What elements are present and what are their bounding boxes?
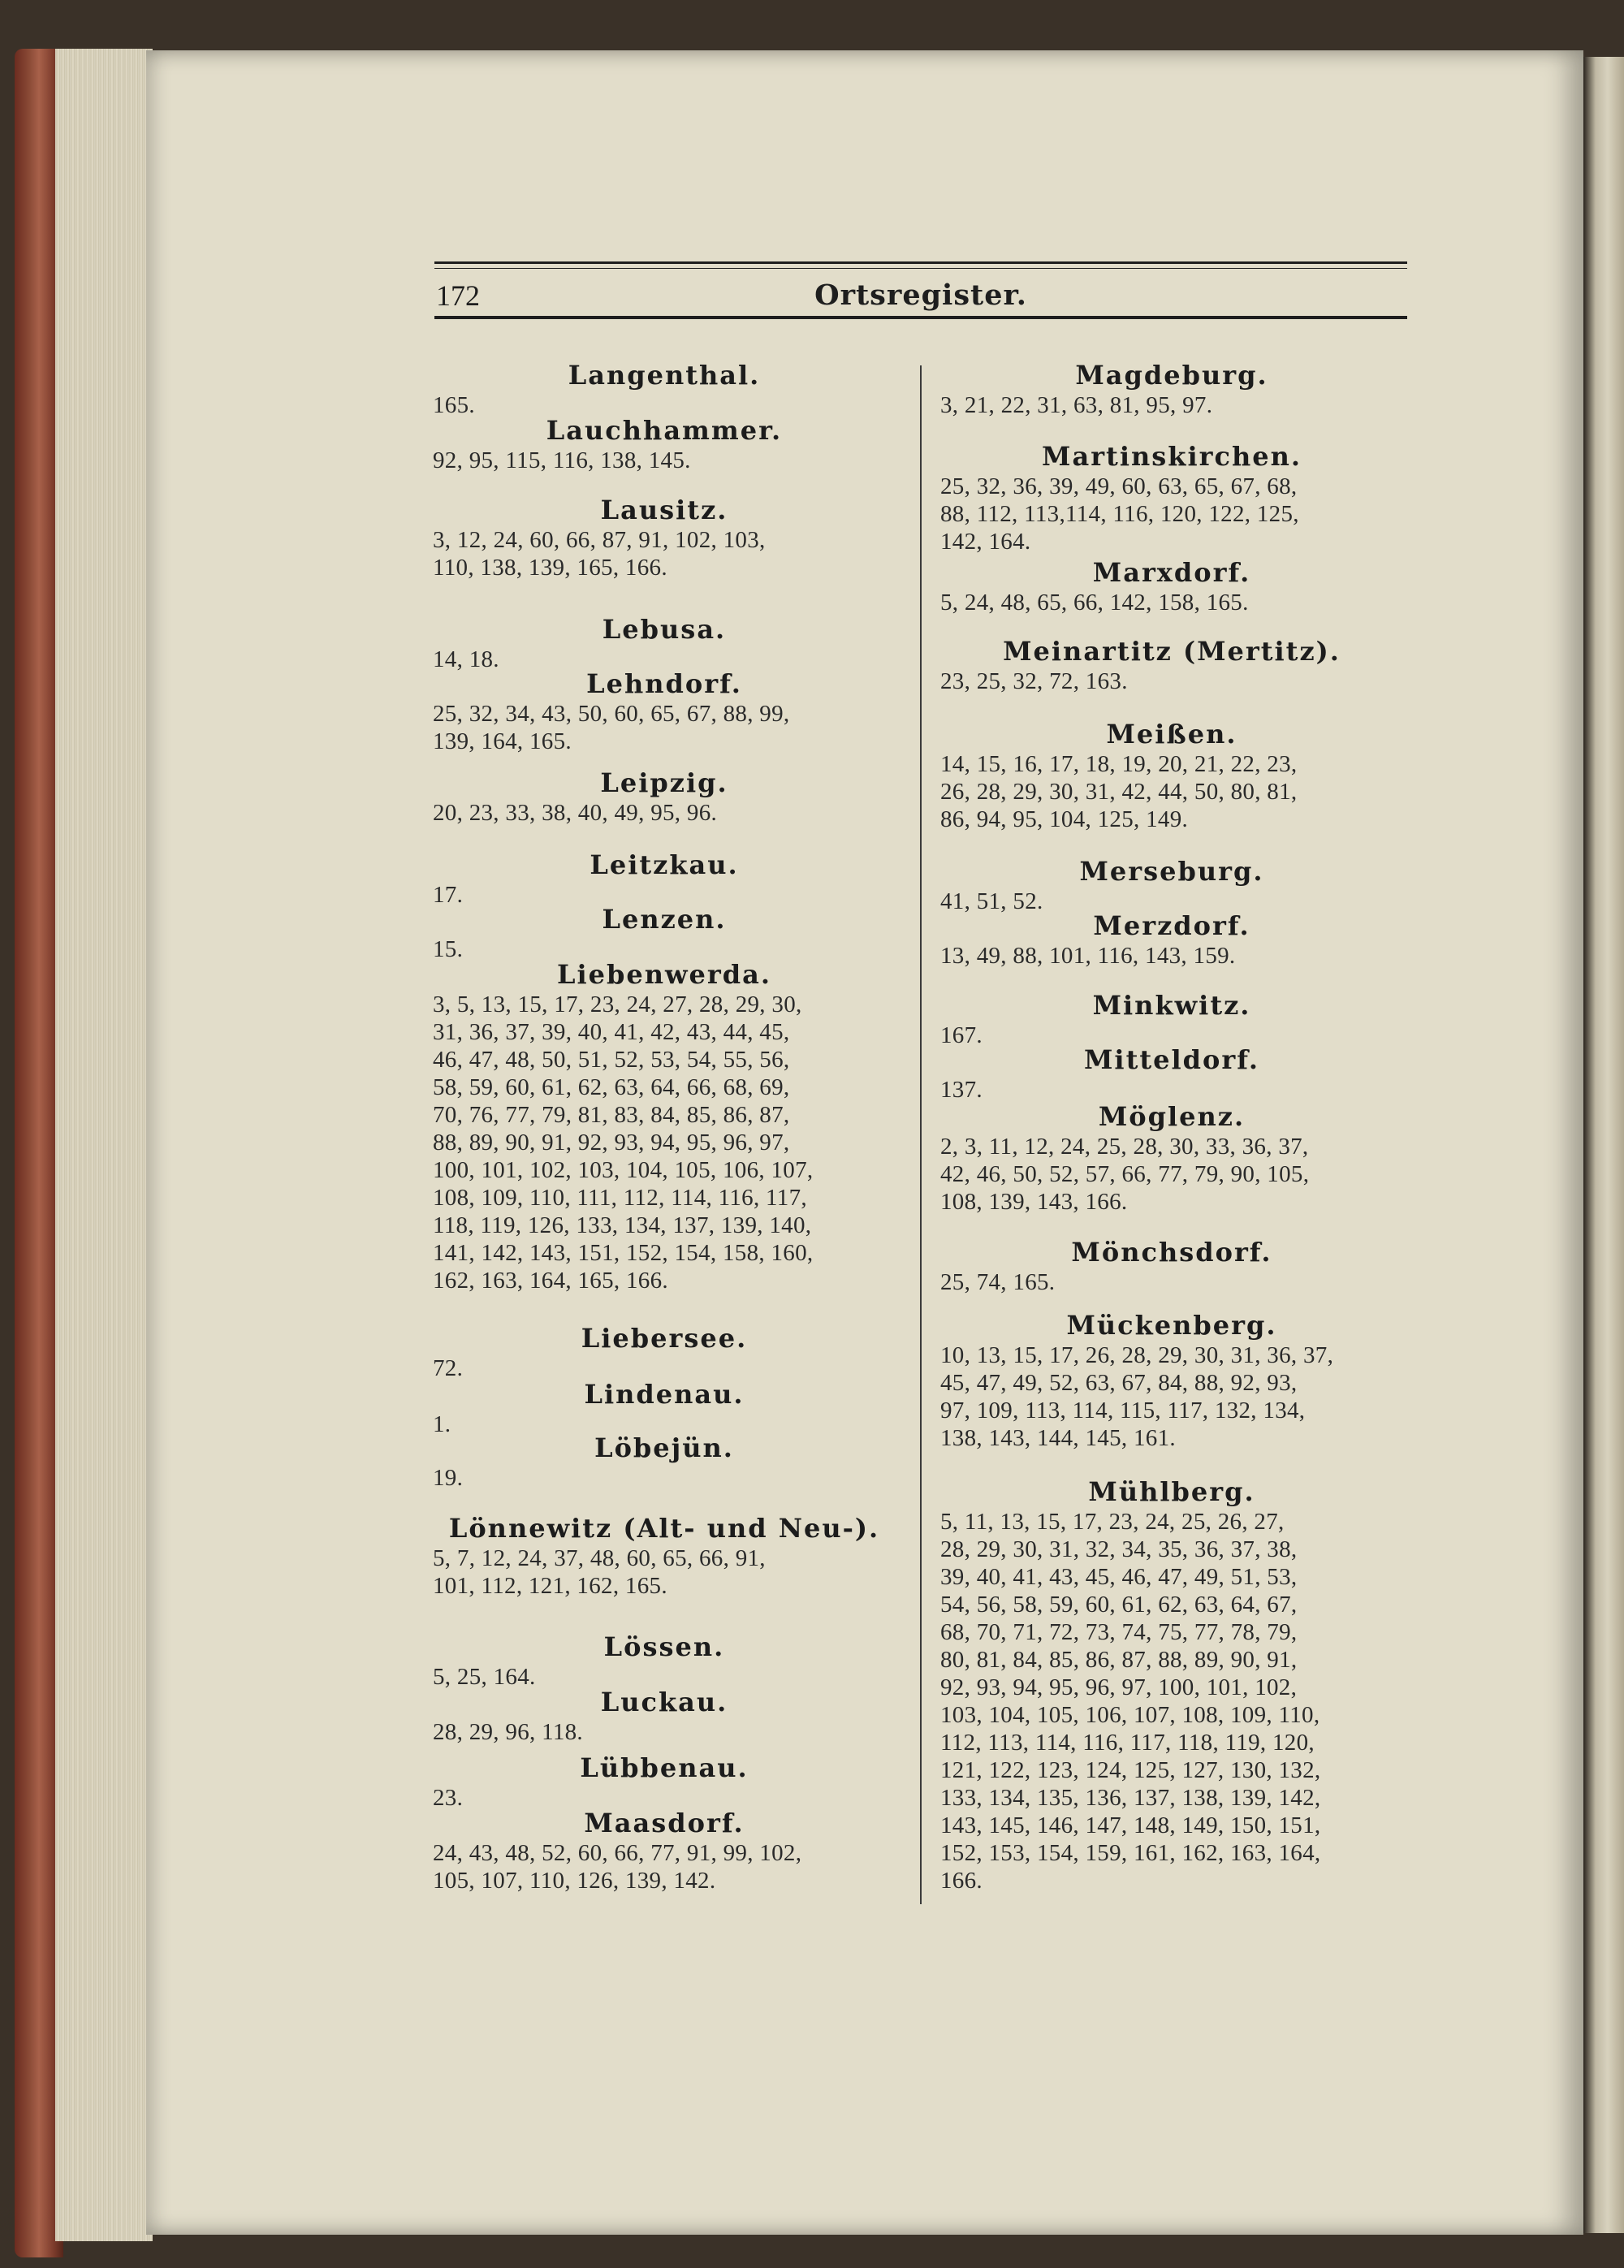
place-name: Marxdorf. [1092, 557, 1251, 588]
page-refs-line: 31, 36, 37, 39, 40, 41, 42, 43, 44, 45, [433, 1019, 790, 1045]
page-refs-line: 86, 94, 95, 104, 125, 149. [940, 806, 1189, 832]
page-refs-line: 88, 89, 90, 91, 92, 93, 94, 95, 96, 97, [433, 1130, 790, 1156]
page-number: 172 [436, 279, 480, 312]
index-entry [433, 1432, 896, 1492]
page-refs-line: 80, 81, 84, 85, 86, 87, 88, 89, 90, 91, [940, 1647, 1298, 1673]
index-entry [433, 849, 896, 909]
page-refs-line: 141, 142, 143, 151, 152, 154, 158, 160, [433, 1240, 814, 1266]
page-refs-line: 105, 107, 110, 126, 139, 142. [433, 1868, 716, 1894]
place-name: Mönchsdorf. [1071, 1237, 1272, 1268]
page-refs-line: 112, 113, 114, 116, 117, 118, 119, 120, [940, 1730, 1315, 1756]
page-refs-line: 5, 7, 12, 24, 37, 48, 60, 65, 66, 91, [433, 1545, 766, 1571]
index-entry [433, 903, 896, 963]
place-name: Meißen. [1106, 719, 1237, 750]
index-entry [433, 414, 896, 474]
place-name: Martinskirchen. [1042, 441, 1302, 472]
index-entry [940, 556, 1403, 616]
index-entry [433, 958, 896, 1294]
page-refs-line: 1. [433, 1411, 451, 1437]
index-entry [433, 613, 896, 673]
index-entry [433, 1322, 896, 1382]
page-refs-line: 46, 47, 48, 50, 51, 52, 53, 54, 55, 56, [433, 1047, 790, 1073]
page-refs-line: 139, 164, 165. [433, 728, 572, 754]
index-entry [433, 1686, 896, 1746]
page-refs-line: 88, 112, 113,114, 116, 120, 122, 125, [940, 501, 1299, 527]
page-refs-line: 3, 12, 24, 60, 66, 87, 91, 102, 103, [433, 527, 766, 553]
page-refs-line: 25, 32, 34, 43, 50, 60, 65, 67, 88, 99, [433, 701, 790, 727]
index-entry [433, 1752, 896, 1812]
place-name: Mitteldorf. [1084, 1044, 1259, 1075]
index-entry [433, 667, 896, 755]
page-refs-line: 42, 46, 50, 52, 57, 66, 77, 79, 90, 105, [940, 1161, 1310, 1187]
index-entry [940, 1100, 1403, 1216]
page-refs-line: 10, 13, 15, 17, 26, 28, 29, 30, 31, 36, 37, [940, 1342, 1334, 1368]
page-refs-line: 108, 109, 110, 111, 112, 114, 116, 117, [433, 1185, 807, 1211]
place-name: Liebersee. [581, 1323, 748, 1354]
page-refs-line: 41, 51, 52. [940, 888, 1043, 914]
page-refs-line: 14, 18. [433, 646, 499, 672]
place-name: Magdeburg. [1075, 360, 1268, 391]
page-refs-line: 110, 138, 139, 165, 166. [433, 555, 667, 581]
place-name: Lenzen. [602, 904, 727, 935]
place-name: Minkwitz. [1092, 990, 1251, 1021]
place-name: Lauchhammer. [546, 415, 783, 446]
place-name: Maasdorf. [584, 1808, 745, 1838]
page-refs-line: 23. [433, 1785, 464, 1811]
page-refs-line: 97, 109, 113, 114, 115, 117, 132, 134, [940, 1398, 1306, 1423]
page-refs-line: 166. [940, 1868, 983, 1894]
page-refs-line: 142, 164. [940, 529, 1031, 555]
index-entry [433, 767, 896, 827]
index-entry [940, 909, 1403, 970]
index-entry [940, 718, 1403, 833]
page-refs-line: 100, 101, 102, 103, 104, 105, 106, 107, [433, 1157, 814, 1183]
page-refs-line: 3, 21, 22, 31, 63, 81, 95, 97. [940, 392, 1213, 418]
page-refs-line: 167. [940, 1022, 983, 1048]
page-refs-line: 26, 28, 29, 30, 31, 42, 44, 50, 80, 81, [940, 779, 1298, 805]
index-entry [940, 359, 1403, 419]
page-refs-line: 72. [433, 1355, 464, 1381]
page-refs-line: 54, 56, 58, 59, 60, 61, 62, 63, 64, 67, [940, 1592, 1298, 1618]
header-rule-bottom [434, 316, 1407, 319]
page-refs-line: 138, 143, 144, 145, 161. [940, 1425, 1176, 1451]
index-entry [940, 1236, 1403, 1296]
page-refs-line: 28, 29, 30, 31, 32, 34, 35, 36, 37, 38, [940, 1536, 1298, 1562]
page-refs-line: 25, 74, 165. [940, 1269, 1056, 1295]
place-name: Luckau. [600, 1687, 728, 1717]
page-refs-line: 68, 70, 71, 72, 73, 74, 75, 77, 78, 79, [940, 1619, 1298, 1645]
page-refs-line: 70, 76, 77, 79, 81, 83, 84, 85, 86, 87, [433, 1102, 790, 1128]
page-header [434, 276, 1407, 315]
page-refs-line: 121, 122, 123, 124, 125, 127, 130, 132, [940, 1757, 1321, 1783]
page-refs-line: 162, 163, 164, 165, 166. [433, 1268, 668, 1294]
place-name: Lössen. [603, 1631, 725, 1662]
header-rule-top [434, 261, 1407, 264]
index-entry [940, 440, 1403, 555]
index-entry [433, 494, 896, 581]
page-refs-line: 101, 112, 121, 162, 165. [433, 1573, 667, 1599]
page-refs-line: 58, 59, 60, 61, 62, 63, 64, 66, 68, 69, [433, 1074, 790, 1100]
page-refs-line: 3, 5, 13, 15, 17, 23, 24, 27, 28, 29, 30, [433, 991, 802, 1017]
index-entry [433, 1631, 896, 1691]
place-name: Löbejün. [594, 1432, 734, 1463]
page-refs-line: 2, 3, 11, 12, 24, 25, 28, 30, 33, 36, 37, [940, 1134, 1309, 1160]
index-entry [433, 359, 896, 419]
page-refs-line: 28, 29, 96, 118. [433, 1719, 583, 1745]
page-refs-line: 152, 153, 154, 159, 161, 162, 163, 164, [940, 1840, 1321, 1866]
facing-page-edge [1583, 57, 1624, 2233]
page-refs-line: 39, 40, 41, 43, 45, 46, 47, 49, 51, 53, [940, 1564, 1298, 1590]
place-name: Lönnewitz (Alt- und Neu-). [448, 1513, 880, 1544]
place-name: Leipzig. [600, 767, 728, 798]
place-name: Lindenau. [584, 1379, 745, 1410]
page-refs-line: 17. [433, 882, 464, 908]
page-refs-line: 92, 95, 115, 116, 138, 145. [433, 447, 691, 473]
place-name: Meinartitz (Mertitz). [1003, 636, 1341, 667]
place-name: Merseburg. [1079, 856, 1264, 887]
place-name: Lübbenau. [580, 1752, 749, 1783]
page-refs-line: 15. [433, 936, 464, 962]
page-refs-line: 5, 11, 13, 15, 17, 23, 24, 25, 26, 27, [940, 1509, 1285, 1535]
page-refs-line: 25, 32, 36, 39, 49, 60, 63, 65, 67, 68, [940, 473, 1298, 499]
page-refs-line: 14, 15, 16, 17, 18, 19, 20, 21, 22, 23, [940, 751, 1298, 777]
page-edges [55, 49, 153, 2241]
place-name: Merzdorf. [1093, 910, 1250, 941]
page-refs-line: 103, 104, 105, 106, 107, 108, 109, 110, [940, 1702, 1320, 1728]
place-name: Möglenz. [1098, 1101, 1246, 1132]
index-entry [940, 1475, 1403, 1894]
place-name: Mückenberg. [1066, 1310, 1277, 1341]
header-rule-top-thin [434, 268, 1407, 269]
place-name: Lehndorf. [586, 668, 742, 699]
place-name: Leitzkau. [590, 849, 739, 880]
page-refs-line: 19. [433, 1465, 464, 1491]
place-name: Lebusa. [602, 614, 727, 645]
index-entry [940, 989, 1403, 1049]
page-refs-line: 13, 49, 88, 101, 116, 143, 159. [940, 943, 1236, 969]
page-refs-line: 23, 25, 32, 72, 163. [940, 668, 1128, 694]
place-name: Langenthal. [568, 360, 761, 391]
page-refs-line: 45, 47, 49, 52, 63, 67, 84, 88, 92, 93, [940, 1370, 1298, 1396]
place-name: Liebenwerda. [556, 959, 772, 990]
index-entry [940, 1043, 1403, 1104]
column-divider [920, 365, 922, 1904]
page-refs-line: 118, 119, 126, 133, 134, 137, 139, 140, [433, 1212, 812, 1238]
page-refs-line: 143, 145, 146, 147, 148, 149, 150, 151, [940, 1812, 1321, 1838]
running-title: Ortsregister. [814, 279, 1027, 312]
page-refs-line: 92, 93, 94, 95, 96, 97, 100, 101, 102, [940, 1674, 1298, 1700]
place-name: Mühlberg. [1088, 1476, 1255, 1507]
index-entry [940, 855, 1403, 915]
index-entry [433, 1512, 896, 1600]
page-refs-line: 5, 24, 48, 65, 66, 142, 158, 165. [940, 590, 1249, 616]
page-refs-line: 137. [940, 1077, 983, 1103]
index-entry [433, 1807, 896, 1894]
place-name: Lausitz. [600, 495, 728, 525]
page-refs-line: 165. [433, 392, 475, 418]
page-refs-line: 20, 23, 33, 38, 40, 49, 95, 96. [433, 800, 718, 826]
page-refs-line: 24, 43, 48, 52, 60, 66, 77, 91, 99, 102, [433, 1840, 802, 1866]
index-entry [940, 635, 1403, 695]
index-entry [940, 1309, 1403, 1452]
page-refs-line: 133, 134, 135, 136, 137, 138, 139, 142, [940, 1785, 1321, 1811]
page-refs-line: 108, 139, 143, 166. [940, 1189, 1128, 1215]
index-entry [433, 1378, 896, 1438]
page-refs-line: 5, 25, 164. [433, 1664, 536, 1690]
